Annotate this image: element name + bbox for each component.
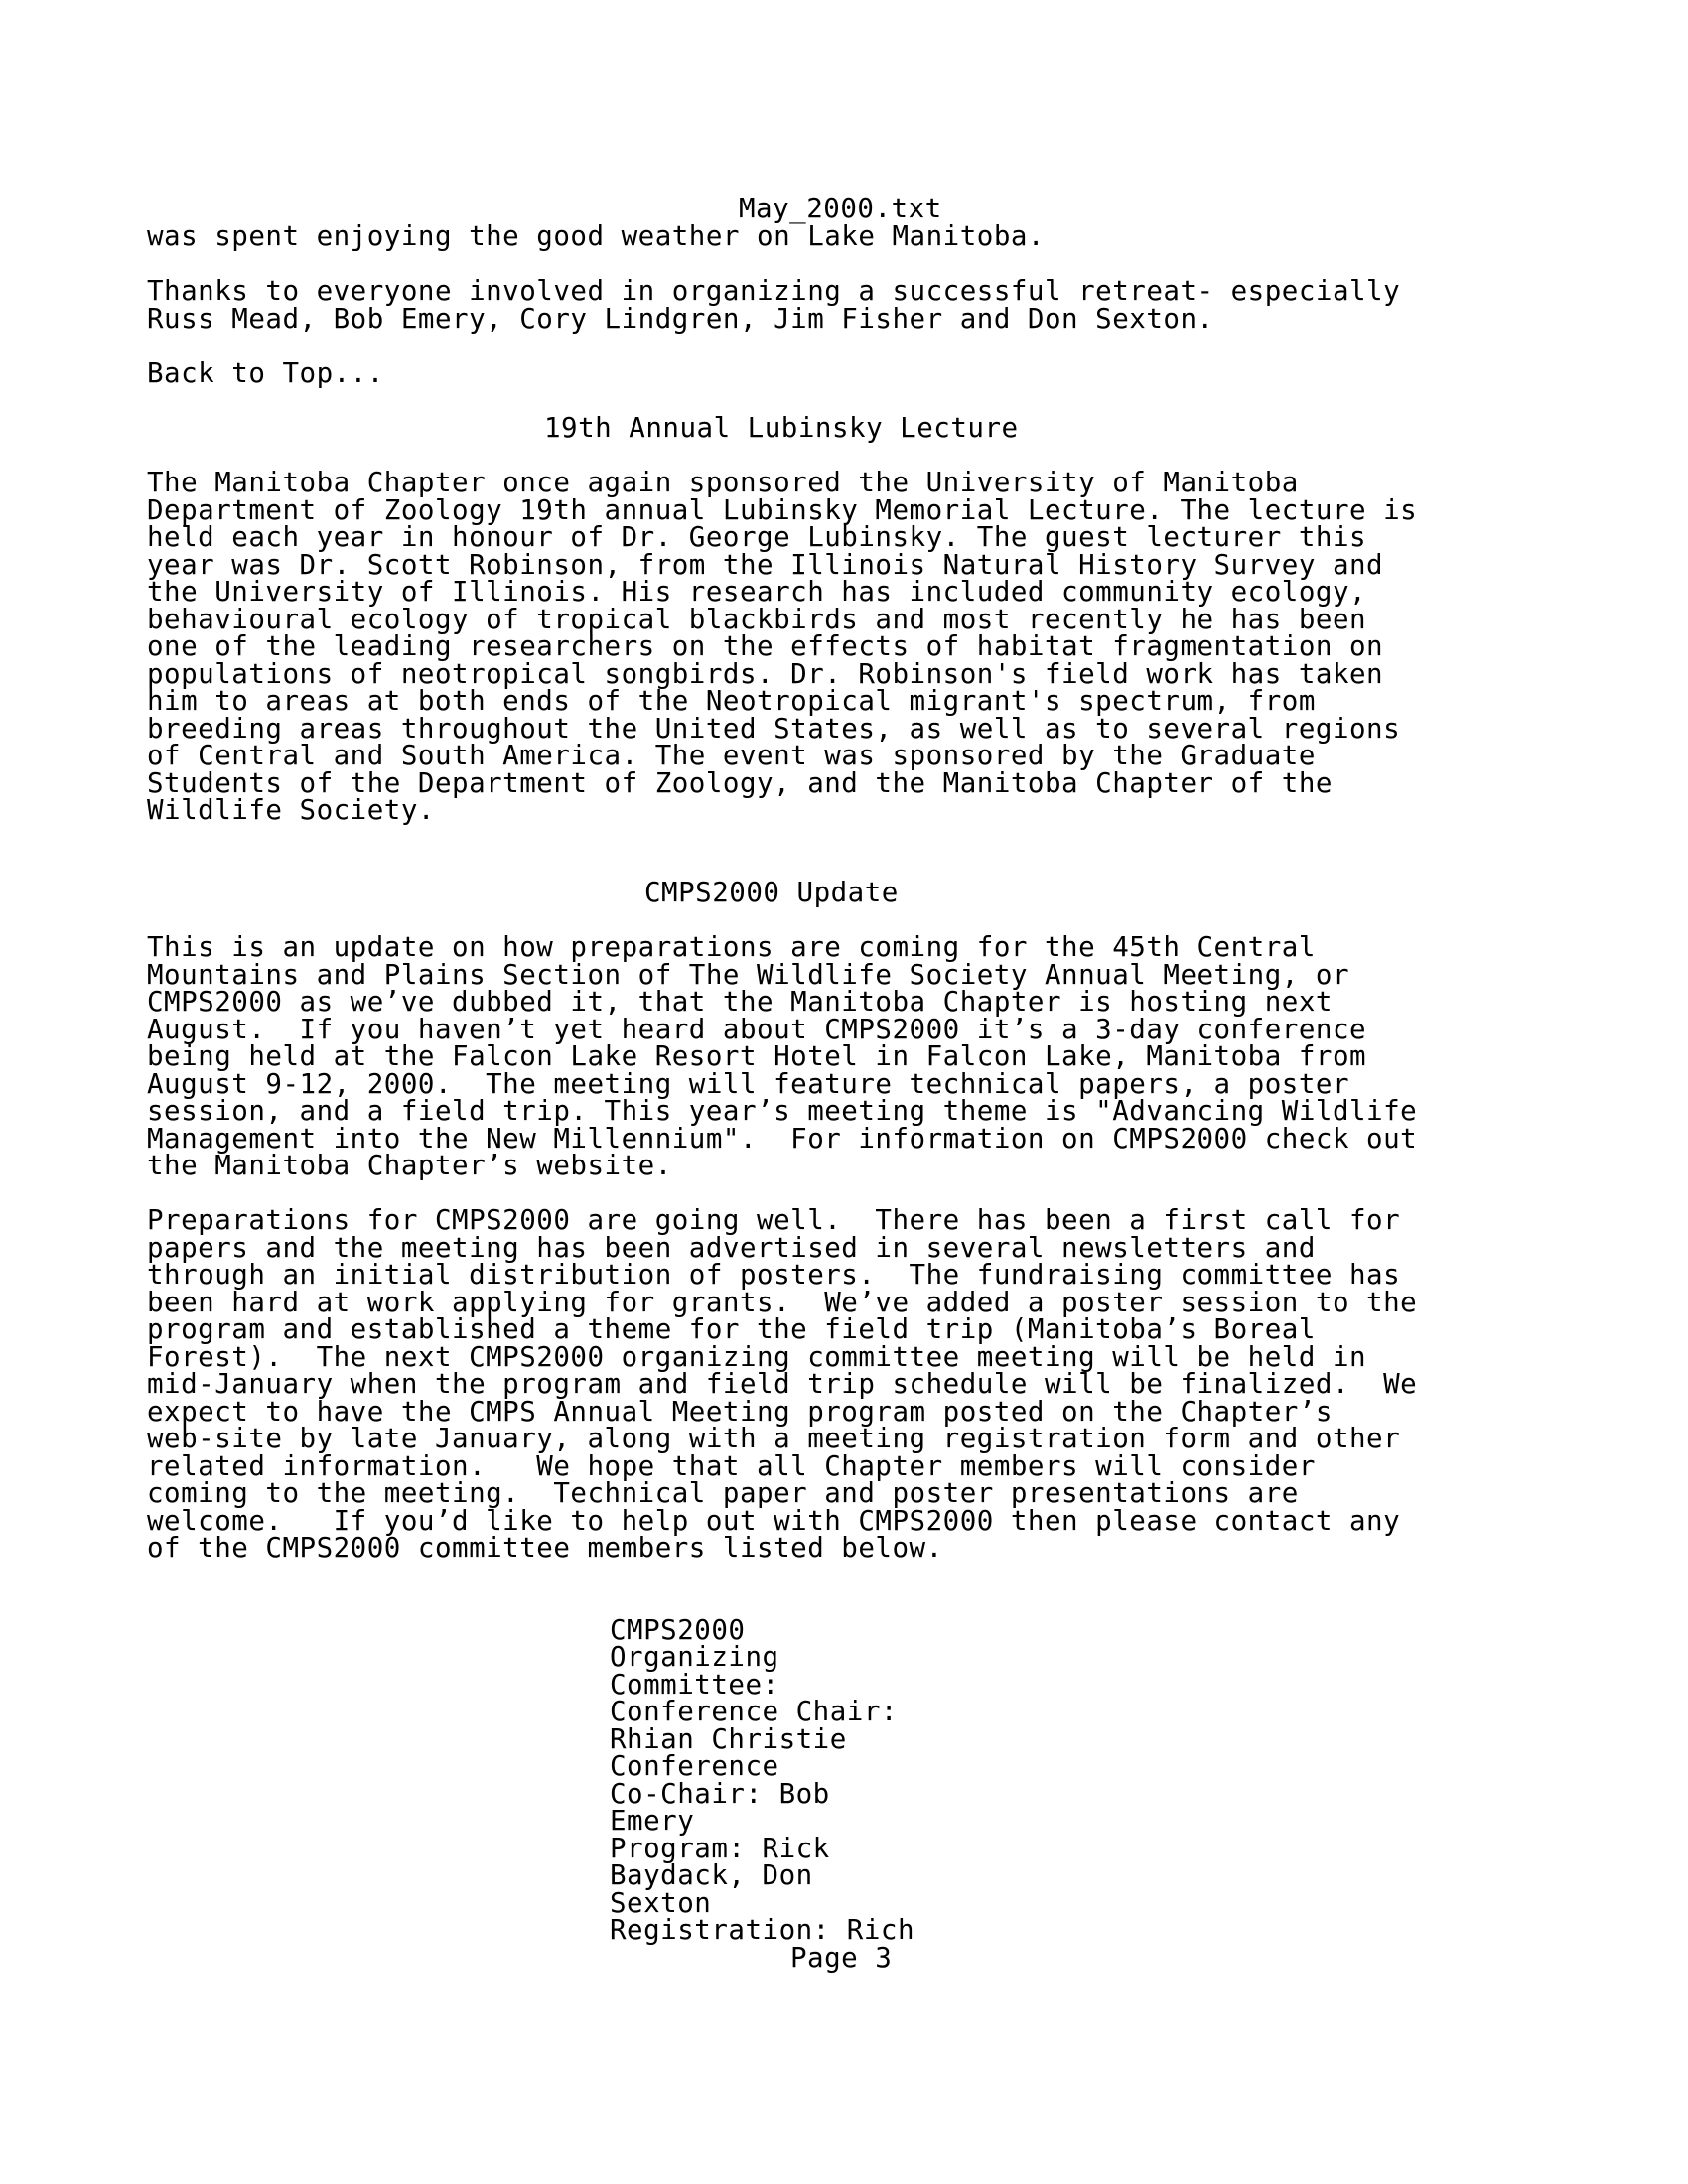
text-line: held each year in honour of Dr. George Lubinsky. The guest lecturer this <box>147 521 1367 553</box>
text-line: Preparations for CMPS2000 are going well. There has been a first call for <box>147 1204 1401 1236</box>
text-line: mid-January when the program and field trip schedule will be finalized. We <box>147 1368 1418 1400</box>
text-line: Wildlife Society. <box>147 794 435 826</box>
text-line: papers and the meeting has been advertised in several newsletters and <box>147 1232 1316 1264</box>
section-heading: 19th Annual Lubinsky Lecture <box>544 412 1019 444</box>
committee-line: CMPS2000 <box>610 1614 746 1646</box>
committee-line: Committee: <box>610 1669 779 1701</box>
committee-line: Baydack, Don <box>610 1859 813 1891</box>
text-line: Management into the New Millennium". For information on CMPS2000 check out <box>147 1123 1418 1155</box>
text-line: through an initial distribution of posters. The fundraising committee has <box>147 1259 1401 1291</box>
text-line: August. If you haven’t yet heard about CMPS2000 it’s a 3-day conference <box>147 1014 1367 1045</box>
text-line: Forest). The next CMPS2000 organizing committee meeting will be held in <box>147 1341 1367 1373</box>
text-line: the University of Illinois. His research has included community ecology, <box>147 576 1367 608</box>
text-line: of Central and South America. The event was sponsored by the Graduate <box>147 740 1316 771</box>
text-line: The Manitoba Chapter once again sponsored the University of Manitoba <box>147 467 1299 498</box>
text-line: Students of the Department of Zoology, and the Manitoba Chapter of the <box>147 767 1333 799</box>
committee-line: Program: Rick <box>610 1833 830 1864</box>
text-line: coming to the meeting. Technical paper and poster presentations are <box>147 1477 1299 1509</box>
committee-line: Conference <box>610 1750 779 1782</box>
text-line: Thanks to everyone involved in organizing a successful retreat- especially <box>147 275 1401 307</box>
text-line: one of the leading researchers on the effects of habitat fragmentation on <box>147 630 1384 662</box>
text-line: Mountains and Plains Section of The Wildlife Society Annual Meeting, or <box>147 959 1350 991</box>
text-line: web-site by late January, along with a meeting registration form and other <box>147 1423 1401 1454</box>
text-line: was spent enjoying the good weather on Lake Manitoba. <box>147 220 1045 252</box>
text-line: welcome. If you’d like to help out with CMPS2000 then please contact any <box>147 1505 1401 1537</box>
text-line: Russ Mead, Bob Emery, Cory Lindgren, Jim Fisher and Don Sexton. <box>147 303 1214 335</box>
committee-line: Co-Chair: Bob <box>610 1778 830 1810</box>
section-heading: CMPS2000 Update <box>644 877 899 908</box>
text-line: behavioural ecology of tropical blackbirds and most recently he has been <box>147 604 1367 635</box>
text-line: populations of neotropical songbirds. Dr. Robinson's field work has taken <box>147 658 1384 690</box>
text-line: CMPS2000 as we’ve dubbed it, that the Manitoba Chapter is hosting next <box>147 986 1333 1018</box>
text-line: the Manitoba Chapter’s website. <box>147 1150 672 1181</box>
page-number: Page 3 <box>790 1942 893 1974</box>
text-line: of the CMPS2000 committee members listed below. <box>147 1532 943 1564</box>
text-line: session, and a field trip. This year’s meeting theme is "Advancing Wildlife <box>147 1095 1418 1127</box>
text-line: related information. We hope that all Chapter members will consider <box>147 1450 1316 1482</box>
text-line: expect to have the CMPS Annual Meeting program posted on the Chapter’s <box>147 1396 1333 1428</box>
text-line: breeding areas throughout the United States, as well as to several regions <box>147 713 1401 745</box>
committee-line: Sexton <box>610 1887 712 1919</box>
text-line: year was Dr. Scott Robinson, from the Illinois Natural History Survey and <box>147 549 1384 581</box>
text-line: This is an update on how preparations are coming for the 45th Central <box>147 931 1316 963</box>
back-to-top-link[interactable]: Back to Top... <box>147 357 384 389</box>
text-line: Department of Zoology 19th annual Lubinsky Memorial Lecture. The lecture is <box>147 494 1418 526</box>
committee-line: Registration: Rich <box>610 1914 915 1946</box>
committee-line: Organizing <box>610 1641 779 1673</box>
text-line: August 9-12, 2000. The meeting will feature technical papers, a poster <box>147 1068 1350 1100</box>
text-line: being held at the Falcon Lake Resort Hotel in Falcon Lake, Manitoba from <box>147 1040 1367 1072</box>
committee-line: Rhian Christie <box>610 1723 847 1755</box>
file-title: May_2000.txt <box>739 193 942 224</box>
committee-line: Conference Chair: <box>610 1696 898 1727</box>
text-line: him to areas at both ends of the Neotropical migrant's spectrum, from <box>147 685 1316 717</box>
text-line: been hard at work applying for grants. We’ve added a poster session to the <box>147 1287 1418 1318</box>
committee-line: Emery <box>610 1805 695 1837</box>
text-line: program and established a theme for the field trip (Manitoba’s Boreal <box>147 1313 1316 1345</box>
